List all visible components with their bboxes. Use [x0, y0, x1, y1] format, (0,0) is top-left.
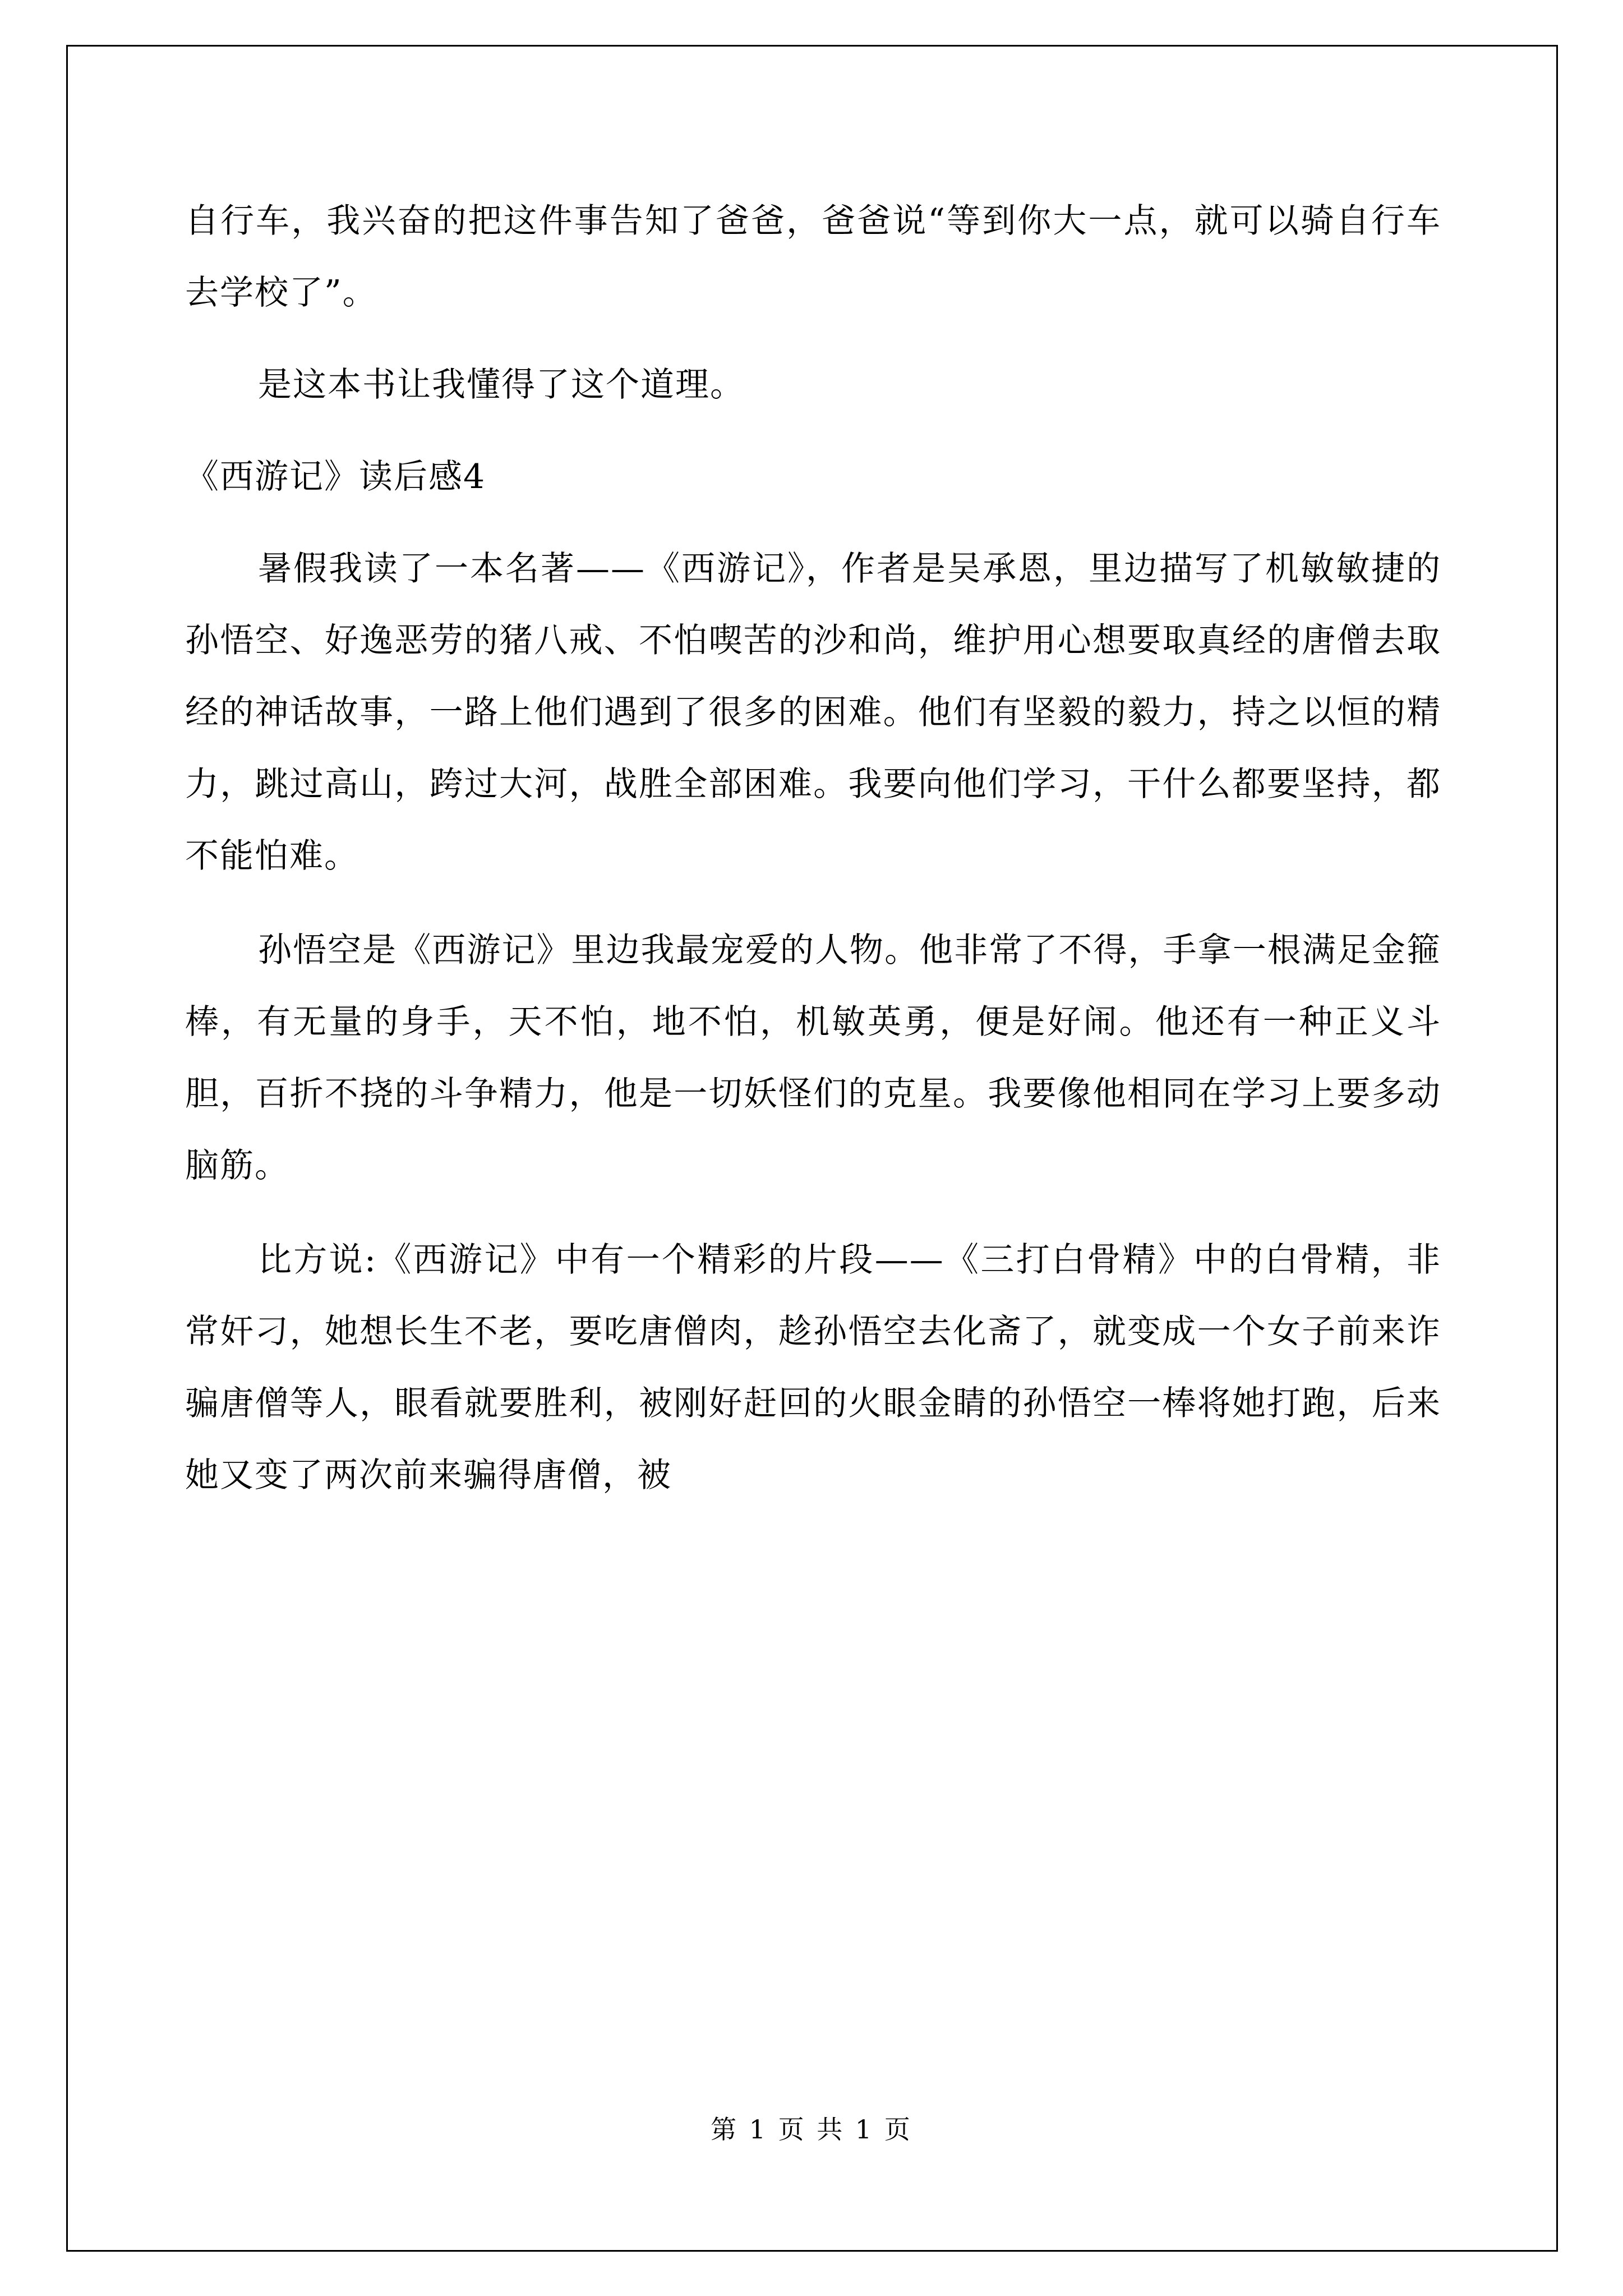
paragraph-5: 比方说:《西游记》中有一个精彩的片段——《三打白骨精》中的白骨精，非常奸刁，她想长生不老，要吃唐僧肉，趁孙悟空去化斋了，就变成一个女子前来诈骗唐僧等人，眼看就要胜利，被刚好赶回的火眼金睛的孙悟空一棒将她打跑，后来她又变了两次前来骗得唐僧，被: [185, 1240, 1441, 1495]
paragraph-spacer: [185, 892, 1441, 914]
paragraph-spacer: [185, 513, 1441, 533]
paragraph-1: 自行车，我兴奋的把这件事告知了爸爸，爸爸说“等到你大一点，就可以骑自行车去学校了”。: [185, 201, 1441, 312]
paragraph-4: 孙悟空是《西游记》里边我最宠爱的人物。他非常了不得，手拿一根满足金箍棒，有无量的身手，天不怕，地不怕，机敏英勇，便是好闹。他还有一种正义斗胆，百折不挠的斗争精力，他是一切妖怪们的克星。我要像他相同在学习上要多动脑筋。: [185, 931, 1441, 1185]
page-footer: 第 1 页 共 1 页: [711, 2114, 912, 2145]
paragraph-2: 是这本书让我懂得了这个道理。: [258, 365, 745, 404]
paragraph-spacer: [185, 329, 1441, 349]
section-heading: 《西游记》读后感4: [185, 457, 486, 496]
paragraph-spacer: [185, 1202, 1441, 1224]
document-content: [185, 185, 1441, 1511]
paragraph-spacer: [185, 421, 1441, 441]
paragraph-3: 暑假我读了一本名著——《西游记》，作者是吴承恩，里边描写了机敏敏捷的孙悟空、好逸恶劳的猪八戒、不怕喫苦的沙和尚，维护用心想要取真经的唐僧去取经的神话故事，一路上他们遇到了很多的困难。他们有坚毅的毅力，持之以恒的精力，跳过高山，跨过大河，战胜全部困难。我要向他们学习，干什么都要坚持，都不能怕难。: [185, 549, 1441, 876]
